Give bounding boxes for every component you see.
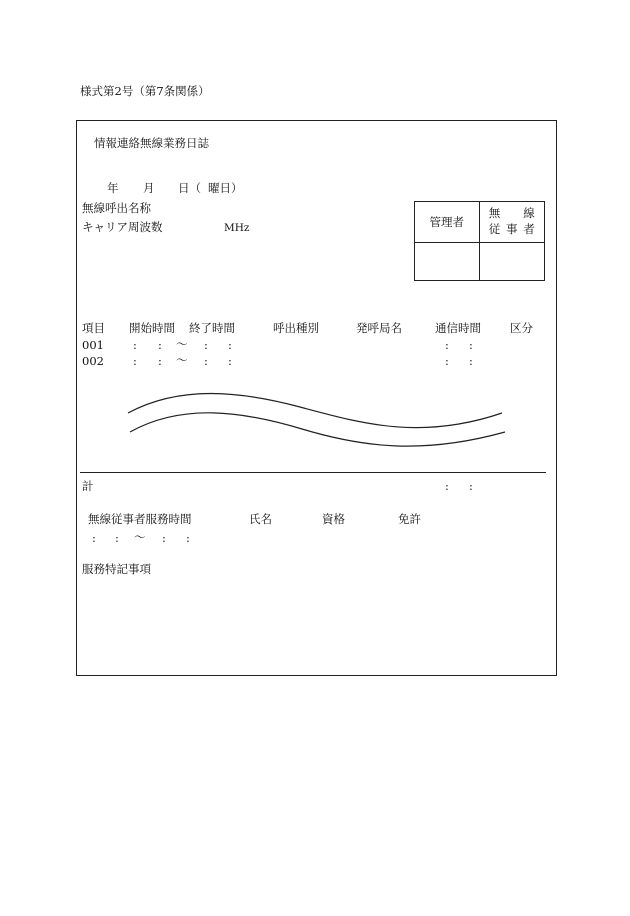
row-colon: : xyxy=(158,338,162,352)
date-day-label: 日（ xyxy=(178,181,201,195)
header-call-type: 呼出種別 xyxy=(273,321,319,335)
row-colon: : xyxy=(228,354,232,368)
row-tilde: 〜 xyxy=(176,337,188,351)
hours-colon: : xyxy=(92,531,96,545)
total-colon: : xyxy=(469,479,473,493)
hours-tilde: 〜 xyxy=(134,530,146,544)
carrier-frequency-label: キャリア周波数 xyxy=(82,220,163,234)
row-colon: : xyxy=(445,354,449,368)
header-end-time: 終了時間 xyxy=(189,321,235,335)
row-colon: : xyxy=(204,354,208,368)
row-colon: : xyxy=(445,338,449,352)
form-number-label: 様式第2号（第7条関係） xyxy=(80,84,210,98)
row-colon: : xyxy=(469,338,473,352)
form-title: 情報連絡無線業務日誌 xyxy=(94,136,209,150)
station-name-label: 無線呼出名称 xyxy=(82,201,151,215)
operator-hours-label: 無線従事者服務時間 xyxy=(88,512,192,526)
row-colon: : xyxy=(204,338,208,352)
row-colon: : xyxy=(133,354,137,368)
qualification-label: 資格 xyxy=(322,512,345,526)
row-colon: : xyxy=(228,338,232,352)
hours-colon: : xyxy=(162,531,166,545)
header-comm-time: 通信時間 xyxy=(435,321,481,335)
operator-header xyxy=(479,202,544,243)
operator-char: 者 xyxy=(523,222,535,236)
operator-char: 無 xyxy=(488,206,501,221)
row-colon: : xyxy=(469,354,473,368)
manager-stamp-cell xyxy=(415,243,480,281)
header-start-time: 開始時間 xyxy=(129,321,175,335)
total-divider-line xyxy=(80,472,546,473)
hours-colon: : xyxy=(115,531,119,545)
header-caller-station: 発呼局名 xyxy=(356,321,402,335)
date-weekday-label: 曜日） xyxy=(208,181,243,195)
operator-char: 従 xyxy=(488,222,501,236)
operator-stamp-cell xyxy=(479,243,544,281)
frequency-unit: MHz xyxy=(224,222,250,234)
date-year-label: 年 xyxy=(107,181,119,195)
omission-wave-lines xyxy=(120,385,515,460)
remarks-label: 服務特記事項 xyxy=(82,562,151,576)
operator-char: 線 xyxy=(523,206,535,221)
header-item: 項目 xyxy=(82,321,105,335)
approval-stamp-table xyxy=(414,201,545,281)
row-colon: : xyxy=(158,354,162,368)
date-month-label: 月 xyxy=(143,181,155,195)
total-colon: : xyxy=(445,479,449,493)
license-label: 免許 xyxy=(398,512,421,526)
operator-name-label: 氏名 xyxy=(249,512,272,526)
total-label: 計 xyxy=(82,479,94,493)
header-category: 区分 xyxy=(510,321,533,335)
operator-char: 事 xyxy=(506,222,518,236)
hours-colon: : xyxy=(186,531,190,545)
manager-header: 管理者 xyxy=(415,202,480,243)
row-item-number: 002 xyxy=(82,354,104,368)
row-tilde: 〜 xyxy=(176,353,188,367)
row-colon: : xyxy=(133,338,137,352)
row-item-number: 001 xyxy=(82,338,104,352)
